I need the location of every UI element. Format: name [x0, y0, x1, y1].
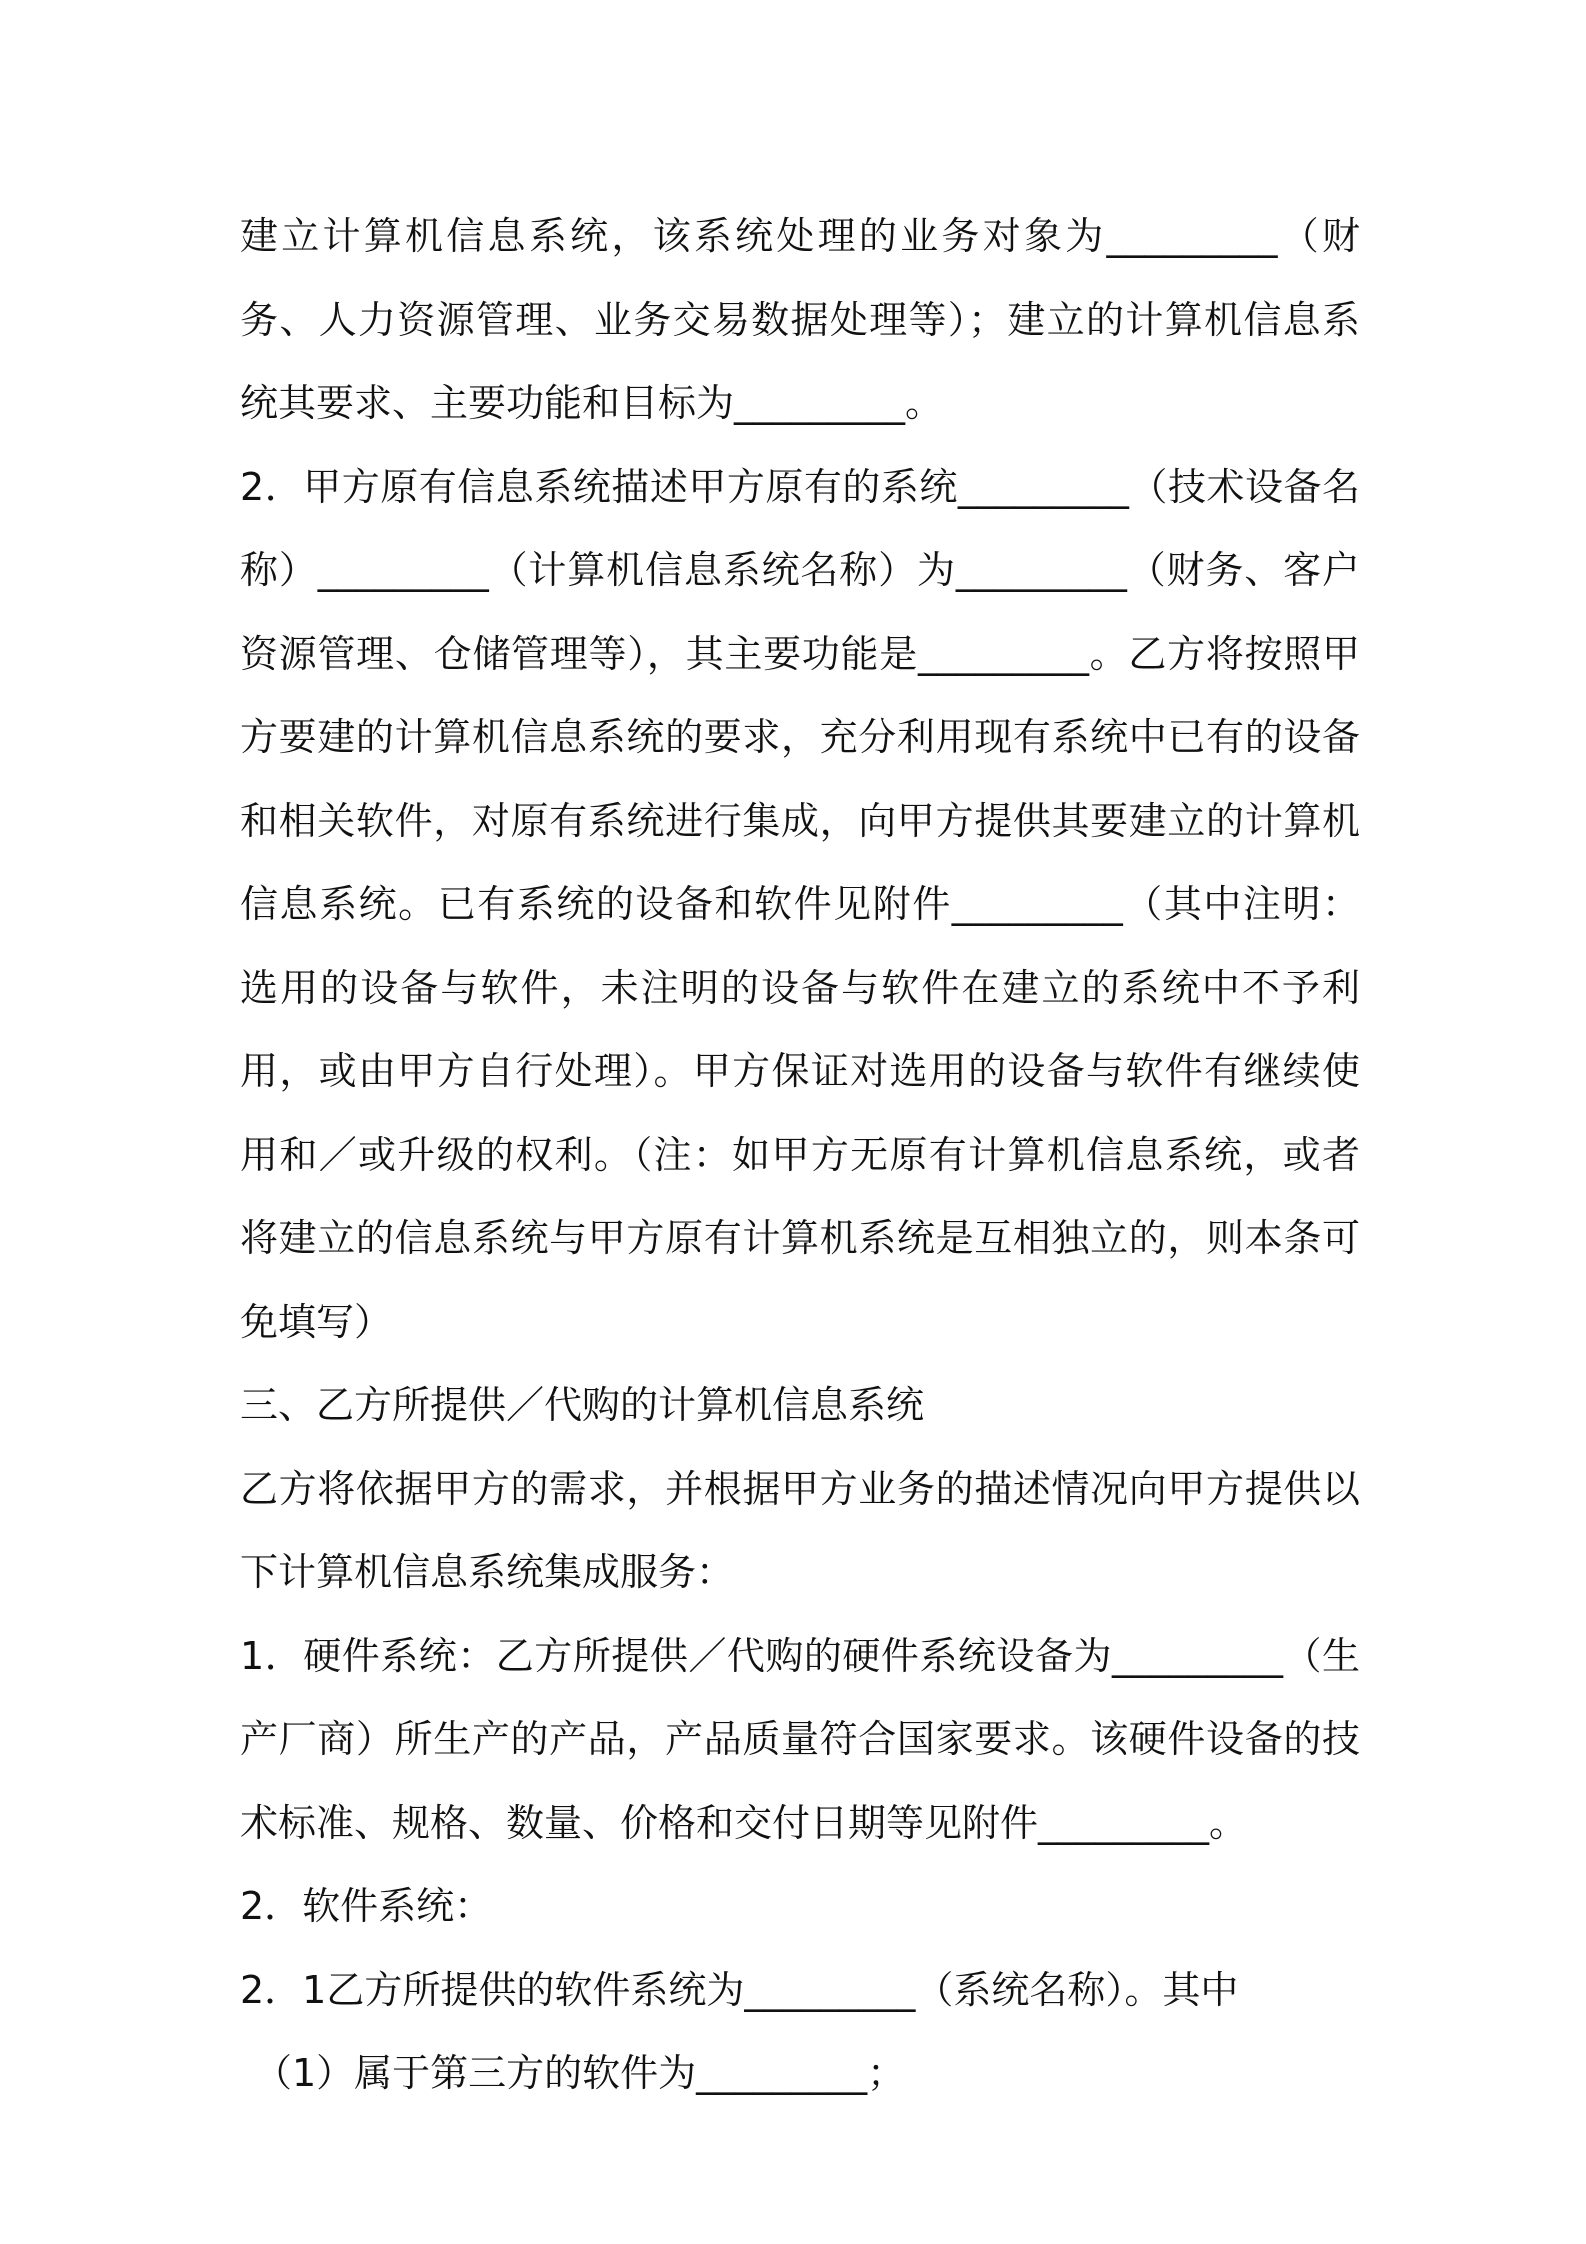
document-body [240, 195, 1360, 2116]
paragraph-integration-service: 乙方将依据甲方的需求，并根据甲方业务的描述情况向甲方提供以下计算机信息系统集成服务： [240, 1466, 1360, 1594]
list-item-third-party-software: （1）属于第三方的软件为_________； [254, 2051, 906, 2095]
section-heading-three: 三、乙方所提供／代购的计算机信息系统 [240, 1383, 925, 1427]
paragraph-software-name: 2．1乙方所提供的软件系统为_________（系统名称）。其中 [240, 1967, 1239, 2012]
paragraph-system-object: 建立计算机信息系统，该系统处理的业务对象为_________（财务、人力资源管理、业务交易数据处理等）；建立的计算机信息系统其要求、主要功能和目标为_________。 [240, 214, 1360, 425]
paragraph-existing-system: 2．甲方原有信息系统描述甲方原有的系统_________（技术设备名称）_________（计算机信息系统名称）为_________（财务、客户资源管理、仓储管理等），其主要功能是_________。乙方将按照甲方要建的计算机信息系统的要求，充分利用现有系统中已有的设备和相关软件，对原有系统进行集成，向甲方提供其要建立的计算机信息系统。已有系统的设备和软件见附件_________（其中注明：选用的设备与软件，未注明的设备与软件在建立的系统中不予利用，或由甲方自行处理）。甲方保证对选用的设备与软件有继续使用和／或升级的权利。（注：如甲方无原有计算机信息系统，或者将建立的信息系统与甲方原有计算机系统是互相独立的，则本条可免填写） [240, 464, 1360, 1344]
paragraph-hardware-system: 1．硬件系统：乙方所提供／代购的硬件系统设备为_________（生产厂商）所生产的产品，产品质量符合国家要求。该硬件设备的技术标准、规格、数量、价格和交付日期等见附件_________。 [240, 1633, 1360, 1845]
paragraph-software-system: 2．软件系统： [240, 1884, 493, 1928]
